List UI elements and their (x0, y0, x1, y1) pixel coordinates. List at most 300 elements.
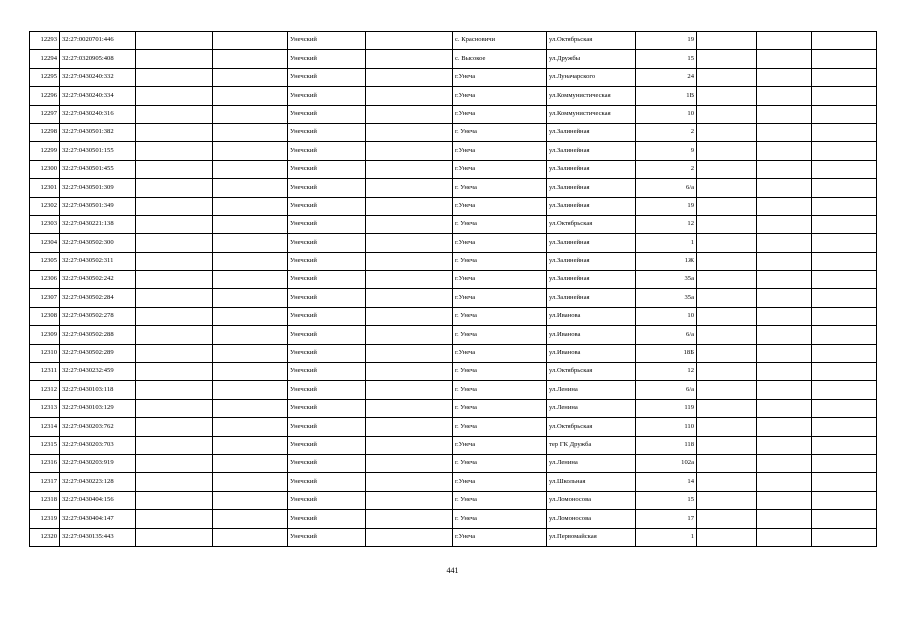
col-3-cell (136, 215, 213, 233)
table-row (30, 234, 877, 252)
col-4-cell (213, 252, 288, 270)
settlement-cell: г. Унеча (453, 454, 547, 472)
house-number-cell: 1В (636, 87, 697, 105)
col-6-cell (366, 234, 453, 252)
district-cell: Унечский (288, 160, 366, 178)
cadastral-number-cell: 32:27:0430502:289 (60, 344, 136, 362)
district-cell: Унечский (288, 197, 366, 215)
settlement-cell: г.Унеча (453, 87, 547, 105)
col-4-cell (213, 454, 288, 472)
district-cell: Унечский (288, 215, 366, 233)
district-cell: Унечский (288, 454, 366, 472)
col-4-cell (213, 87, 288, 105)
cadastral-number-cell: 32:27:0430502:278 (60, 307, 136, 325)
col-4-cell (213, 142, 288, 160)
col-11-cell (757, 252, 812, 270)
col-3-cell (136, 307, 213, 325)
cadastral-number-cell: 32:27:0430103:118 (60, 381, 136, 399)
col-6-cell (366, 87, 453, 105)
settlement-cell: г. Унеча (453, 123, 547, 141)
row-number-cell: 12295 (30, 68, 60, 86)
col-12-cell (812, 160, 877, 178)
col-3-cell (136, 234, 213, 252)
table-row (30, 528, 877, 546)
col-10-cell (697, 32, 757, 50)
cadastral-number-cell: 32:27:0430501:349 (60, 197, 136, 215)
cadastral-number-cell: 32:27:0430502:300 (60, 234, 136, 252)
settlement-cell: г. Унеча (453, 491, 547, 509)
col-6-cell (366, 50, 453, 68)
settlement-cell: г.Унеча (453, 271, 547, 289)
cadastral-number-cell: 32:27:0430502:311 (60, 252, 136, 270)
col-6-cell (366, 418, 453, 436)
district-cell: Унечский (288, 123, 366, 141)
col-3-cell (136, 179, 213, 197)
street-cell: ул.Иванова (547, 344, 636, 362)
street-cell: ул.Коммунистическая (547, 105, 636, 123)
table-row (30, 142, 877, 160)
row-number-cell: 12296 (30, 87, 60, 105)
col-12-cell (812, 399, 877, 417)
col-4-cell (213, 68, 288, 86)
cadastral-number-cell: 32:27:0020701:446 (60, 32, 136, 50)
cadastral-number-cell: 32:27:0430203:762 (60, 418, 136, 436)
col-11-cell (757, 510, 812, 528)
col-11-cell (757, 454, 812, 472)
district-cell: Унечский (288, 105, 366, 123)
col-10-cell (697, 528, 757, 546)
col-11-cell (757, 271, 812, 289)
col-4-cell (213, 491, 288, 509)
district-cell: Унечский (288, 32, 366, 50)
settlement-cell: г. Унеча (453, 381, 547, 399)
col-6-cell (366, 68, 453, 86)
street-cell: ул.Залинейная (547, 123, 636, 141)
col-12-cell (812, 326, 877, 344)
col-3-cell (136, 160, 213, 178)
col-10-cell (697, 363, 757, 381)
row-number-cell: 12310 (30, 344, 60, 362)
street-cell: ул.Ленина (547, 381, 636, 399)
col-6-cell (366, 105, 453, 123)
col-4-cell (213, 399, 288, 417)
col-11-cell (757, 381, 812, 399)
col-4-cell (213, 307, 288, 325)
col-10-cell (697, 68, 757, 86)
settlement-cell: г.Унеча (453, 289, 547, 307)
col-12-cell (812, 32, 877, 50)
col-11-cell (757, 399, 812, 417)
row-number-cell: 12311 (30, 363, 60, 381)
col-11-cell (757, 307, 812, 325)
cadastral-number-cell: 32:27:0430232:459 (60, 363, 136, 381)
street-cell: тер ГК Дружба (547, 436, 636, 454)
col-4-cell (213, 50, 288, 68)
page-number: 441 (446, 566, 459, 575)
settlement-cell: г.Унеча (453, 436, 547, 454)
house-number-cell: 6/а (636, 381, 697, 399)
col-4-cell (213, 123, 288, 141)
col-3-cell (136, 528, 213, 546)
col-4-cell (213, 160, 288, 178)
col-4-cell (213, 510, 288, 528)
street-cell: ул.Школьная (547, 473, 636, 491)
street-cell: ул.Залинейная (547, 289, 636, 307)
settlement-cell: с. Высокое (453, 50, 547, 68)
col-6-cell (366, 289, 453, 307)
cadastral-number-cell: 32:27:0430223:128 (60, 473, 136, 491)
street-cell: ул.Залинейная (547, 197, 636, 215)
street-cell: ул.Октябрьская (547, 363, 636, 381)
street-cell: ул.Иванова (547, 326, 636, 344)
col-10-cell (697, 252, 757, 270)
street-cell: ул.Октябрьская (547, 215, 636, 233)
cadastral-number-cell: 32:27:0430502:288 (60, 326, 136, 344)
district-cell: Унечский (288, 381, 366, 399)
house-number-cell: 6/а (636, 326, 697, 344)
col-3-cell (136, 344, 213, 362)
col-3-cell (136, 271, 213, 289)
row-number-cell: 12319 (30, 510, 60, 528)
col-12-cell (812, 381, 877, 399)
col-4-cell (213, 528, 288, 546)
settlement-cell: г.Унеча (453, 344, 547, 362)
col-12-cell (812, 142, 877, 160)
col-12-cell (812, 87, 877, 105)
settlement-cell: г.Унеча (453, 105, 547, 123)
settlement-cell: г.Унеча (453, 473, 547, 491)
settlement-cell: г. Унеча (453, 363, 547, 381)
col-4-cell (213, 32, 288, 50)
cadastral-number-cell: 32:27:0430103:129 (60, 399, 136, 417)
house-number-cell: 1 (636, 528, 697, 546)
table-row (30, 160, 877, 178)
cadastral-number-cell: 32:27:0430203:703 (60, 436, 136, 454)
col-6-cell (366, 454, 453, 472)
col-12-cell (812, 123, 877, 141)
street-cell: ул.Залинейная (547, 160, 636, 178)
settlement-cell: г. Унеча (453, 307, 547, 325)
col-10-cell (697, 399, 757, 417)
district-cell: Унечский (288, 491, 366, 509)
col-11-cell (757, 528, 812, 546)
col-4-cell (213, 363, 288, 381)
col-12-cell (812, 491, 877, 509)
table-row (30, 473, 877, 491)
col-3-cell (136, 32, 213, 50)
table-row (30, 215, 877, 233)
table-row (30, 436, 877, 454)
row-number-cell: 12308 (30, 307, 60, 325)
col-12-cell (812, 234, 877, 252)
street-cell: ул.Залинейная (547, 271, 636, 289)
col-3-cell (136, 381, 213, 399)
cadastral-number-cell: 32:27:0430502:242 (60, 271, 136, 289)
house-number-cell: 2 (636, 160, 697, 178)
table-row (30, 68, 877, 86)
col-10-cell (697, 271, 757, 289)
col-4-cell (213, 271, 288, 289)
col-10-cell (697, 436, 757, 454)
row-number-cell: 12305 (30, 252, 60, 270)
col-6-cell (366, 491, 453, 509)
house-number-cell: 10 (636, 105, 697, 123)
col-12-cell (812, 271, 877, 289)
house-number-cell: 19 (636, 197, 697, 215)
col-10-cell (697, 87, 757, 105)
table-row (30, 491, 877, 509)
col-10-cell (697, 381, 757, 399)
col-11-cell (757, 234, 812, 252)
table-row (30, 252, 877, 270)
col-3-cell (136, 289, 213, 307)
row-number-cell: 12314 (30, 418, 60, 436)
col-6-cell (366, 363, 453, 381)
street-cell: ул.Залинейная (547, 252, 636, 270)
house-number-cell: 15 (636, 50, 697, 68)
col-12-cell (812, 179, 877, 197)
col-3-cell (136, 87, 213, 105)
col-12-cell (812, 289, 877, 307)
col-12-cell (812, 252, 877, 270)
table-row (30, 197, 877, 215)
house-number-cell: 17 (636, 510, 697, 528)
district-cell: Унечский (288, 399, 366, 417)
row-number-cell: 12315 (30, 436, 60, 454)
col-4-cell (213, 326, 288, 344)
col-11-cell (757, 32, 812, 50)
row-number-cell: 12309 (30, 326, 60, 344)
house-number-cell: 110 (636, 418, 697, 436)
col-3-cell (136, 399, 213, 417)
street-cell: ул.Ломоносова (547, 510, 636, 528)
col-3-cell (136, 50, 213, 68)
table-row (30, 418, 877, 436)
col-10-cell (697, 473, 757, 491)
settlement-cell: г. Унеча (453, 399, 547, 417)
district-cell: Унечский (288, 528, 366, 546)
cadastral-number-cell: 32:27:0430203:919 (60, 454, 136, 472)
col-6-cell (366, 215, 453, 233)
col-12-cell (812, 105, 877, 123)
house-number-cell: 119 (636, 399, 697, 417)
house-number-cell: 24 (636, 68, 697, 86)
col-6-cell (366, 160, 453, 178)
district-cell: Унечский (288, 179, 366, 197)
district-cell: Унечский (288, 473, 366, 491)
table-row (30, 307, 877, 325)
district-cell: Унечский (288, 289, 366, 307)
settlement-cell: г. Унеча (453, 326, 547, 344)
house-number-cell: 1Ж (636, 252, 697, 270)
settlement-cell: г. Унеча (453, 252, 547, 270)
table-row (30, 289, 877, 307)
row-number-cell: 12297 (30, 105, 60, 123)
row-number-cell: 12306 (30, 271, 60, 289)
cadastral-number-cell: 32:27:0430135:443 (60, 528, 136, 546)
col-10-cell (697, 142, 757, 160)
col-4-cell (213, 197, 288, 215)
col-11-cell (757, 68, 812, 86)
col-12-cell (812, 197, 877, 215)
district-cell: Унечский (288, 234, 366, 252)
col-6-cell (366, 252, 453, 270)
row-number-cell: 12312 (30, 381, 60, 399)
col-12-cell (812, 363, 877, 381)
cadastral-number-cell: 32:27:0430501:155 (60, 142, 136, 160)
col-6-cell (366, 510, 453, 528)
district-cell: Унечский (288, 307, 366, 325)
col-6-cell (366, 436, 453, 454)
col-11-cell (757, 363, 812, 381)
table-row (30, 363, 877, 381)
col-11-cell (757, 491, 812, 509)
table-row (30, 326, 877, 344)
col-3-cell (136, 363, 213, 381)
col-10-cell (697, 418, 757, 436)
table-row (30, 123, 877, 141)
col-3-cell (136, 252, 213, 270)
col-11-cell (757, 142, 812, 160)
col-3-cell (136, 142, 213, 160)
col-11-cell (757, 344, 812, 362)
col-6-cell (366, 32, 453, 50)
street-cell: ул.Коммунистическая (547, 87, 636, 105)
col-6-cell (366, 381, 453, 399)
col-10-cell (697, 510, 757, 528)
col-10-cell (697, 197, 757, 215)
col-11-cell (757, 418, 812, 436)
table-row (30, 50, 877, 68)
cadastral-number-cell: 32:27:0430501:382 (60, 123, 136, 141)
street-cell: ул.Иванова (547, 307, 636, 325)
col-10-cell (697, 50, 757, 68)
col-4-cell (213, 234, 288, 252)
col-11-cell (757, 179, 812, 197)
col-6-cell (366, 473, 453, 491)
settlement-cell: г.Унеча (453, 197, 547, 215)
col-6-cell (366, 307, 453, 325)
row-number-cell: 12293 (30, 32, 60, 50)
table-row (30, 510, 877, 528)
row-number-cell: 12318 (30, 491, 60, 509)
street-cell: ул.Ленина (547, 454, 636, 472)
col-10-cell (697, 326, 757, 344)
col-6-cell (366, 528, 453, 546)
table-row (30, 399, 877, 417)
col-10-cell (697, 234, 757, 252)
cadastral-number-cell: 32:27:0430501:309 (60, 179, 136, 197)
district-cell: Унечский (288, 418, 366, 436)
row-number-cell: 12307 (30, 289, 60, 307)
col-6-cell (366, 344, 453, 362)
col-12-cell (812, 50, 877, 68)
col-4-cell (213, 344, 288, 362)
col-10-cell (697, 344, 757, 362)
cadastral-number-cell: 32:27:0320905:408 (60, 50, 136, 68)
cadastral-number-cell: 32:27:0430240:332 (60, 68, 136, 86)
district-cell: Унечский (288, 344, 366, 362)
row-number-cell: 12299 (30, 142, 60, 160)
col-10-cell (697, 160, 757, 178)
settlement-cell: г.Унеча (453, 234, 547, 252)
row-number-cell: 12294 (30, 50, 60, 68)
col-3-cell (136, 491, 213, 509)
district-cell: Унечский (288, 87, 366, 105)
settlement-cell: г.Унеча (453, 142, 547, 160)
col-11-cell (757, 160, 812, 178)
district-cell: Унечский (288, 50, 366, 68)
cadastral-number-cell: 32:27:0430502:284 (60, 289, 136, 307)
house-number-cell: 9 (636, 142, 697, 160)
district-cell: Унечский (288, 326, 366, 344)
table-body (30, 32, 877, 547)
table-row (30, 381, 877, 399)
col-11-cell (757, 50, 812, 68)
col-3-cell (136, 418, 213, 436)
col-11-cell (757, 123, 812, 141)
row-number-cell: 12313 (30, 399, 60, 417)
col-4-cell (213, 215, 288, 233)
col-4-cell (213, 179, 288, 197)
row-number-cell: 12302 (30, 197, 60, 215)
col-10-cell (697, 179, 757, 197)
table-row (30, 271, 877, 289)
registry-table (29, 31, 877, 547)
col-11-cell (757, 473, 812, 491)
district-cell: Унечский (288, 510, 366, 528)
col-6-cell (366, 123, 453, 141)
settlement-cell: г. Унеча (453, 215, 547, 233)
settlement-cell: г.Унеча (453, 160, 547, 178)
col-6-cell (366, 142, 453, 160)
house-number-cell: 102а (636, 454, 697, 472)
col-12-cell (812, 418, 877, 436)
col-12-cell (812, 215, 877, 233)
street-cell: ул.Залинейная (547, 179, 636, 197)
house-number-cell: 6/а (636, 179, 697, 197)
table-row (30, 344, 877, 362)
street-cell: ул.Октябрьская (547, 32, 636, 50)
col-3-cell (136, 123, 213, 141)
street-cell: ул.Дружбы (547, 50, 636, 68)
cadastral-number-cell: 32:27:0430221:138 (60, 215, 136, 233)
col-12-cell (812, 68, 877, 86)
col-10-cell (697, 491, 757, 509)
house-number-cell: 35а (636, 289, 697, 307)
street-cell: ул.Первомайская (547, 528, 636, 546)
house-number-cell: 118 (636, 436, 697, 454)
street-cell: ул.Луначарского (547, 68, 636, 86)
col-3-cell (136, 197, 213, 215)
col-3-cell (136, 326, 213, 344)
district-cell: Унечский (288, 142, 366, 160)
row-number-cell: 12304 (30, 234, 60, 252)
col-10-cell (697, 307, 757, 325)
district-cell: Унечский (288, 68, 366, 86)
cadastral-number-cell: 32:27:0430240:334 (60, 87, 136, 105)
col-3-cell (136, 436, 213, 454)
table-row (30, 32, 877, 50)
col-12-cell (812, 473, 877, 491)
col-6-cell (366, 197, 453, 215)
street-cell: ул.Залинейная (547, 142, 636, 160)
col-11-cell (757, 105, 812, 123)
col-4-cell (213, 418, 288, 436)
row-number-cell: 12303 (30, 215, 60, 233)
col-12-cell (812, 454, 877, 472)
street-cell: ул.Залинейная (547, 234, 636, 252)
